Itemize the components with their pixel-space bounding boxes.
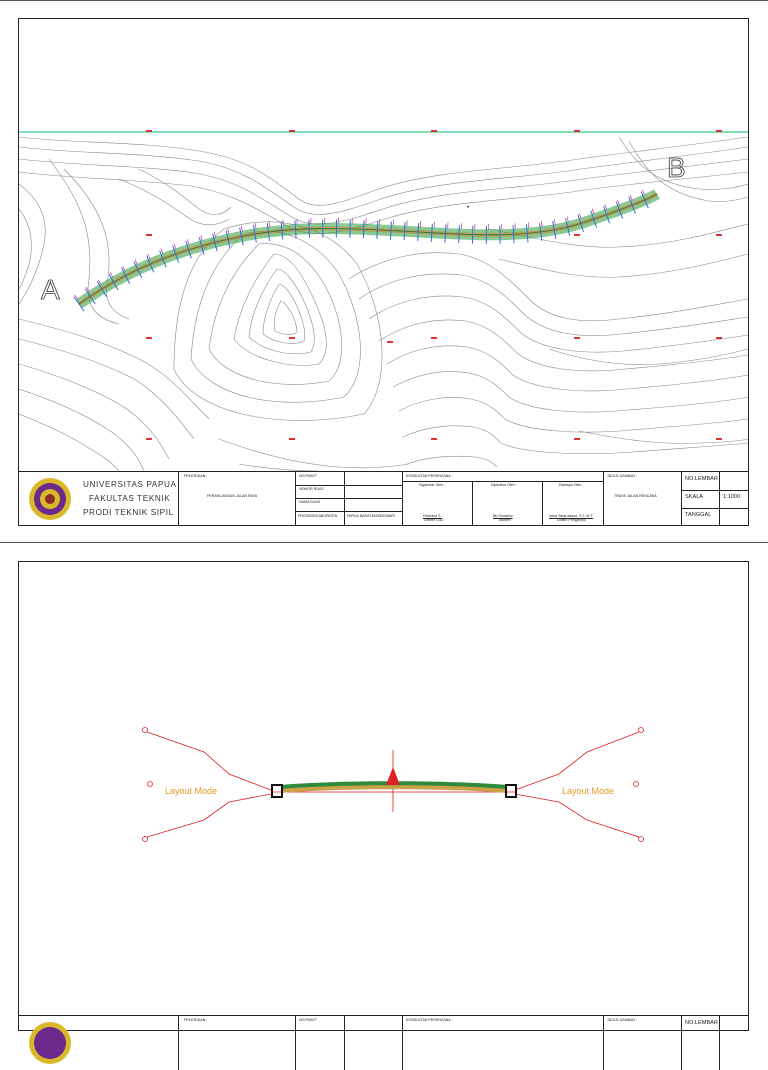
- title-block: [19, 471, 748, 526]
- disetujui-oleh-label: Disetujui Oleh :: [559, 483, 583, 488]
- station-tick: [295, 220, 296, 238]
- station-tick: [431, 224, 432, 242]
- ruas-labels-cell: [296, 472, 345, 526]
- station-marker: [201, 235, 203, 241]
- diperiksa-oleh-label: Diperiksa Oleh :: [491, 483, 517, 488]
- pekerjaan-label: PEKERJAAN :: [184, 474, 207, 479]
- skala-value: 1:1000: [723, 494, 740, 500]
- judul-cell: [604, 472, 682, 526]
- layout-mode-left: Layout Mode: [165, 786, 217, 796]
- no-lembar-label: NO.LEMBAR: [685, 476, 718, 482]
- station-tick: [418, 223, 419, 241]
- title-block-2: [19, 1015, 748, 1070]
- station-marker: [187, 239, 189, 245]
- no-lembar-label-2: NO.LEMBAR: [685, 1020, 718, 1026]
- tanggal-label: TANGGAL: [685, 512, 711, 518]
- provinsi-label: PROVINSI/KABUPATEN: [298, 514, 337, 519]
- station-marker: [255, 223, 256, 229]
- approver-role: Dosen Pengampu: [557, 518, 586, 523]
- faculty-name: FAKULTAS TEKNIK: [89, 494, 170, 503]
- station-tick: [404, 222, 405, 240]
- point-a-label: A: [41, 274, 60, 305]
- station-marker: [605, 204, 607, 210]
- station-marker: [567, 216, 568, 222]
- checker-role: Asisten: [499, 518, 511, 523]
- provinsi-value: PAPUA BARAT/MANOKWARI: [347, 514, 395, 519]
- pekerjaan-cell: [179, 472, 296, 526]
- no-paket-label: NO.PAKET: [299, 474, 317, 479]
- road-alignment: [74, 190, 659, 311]
- konsultan-label-2: KONSULTAN PERENCANA :: [406, 1018, 453, 1023]
- konsultan-label: KONSULTAN PERENCANA :: [406, 474, 453, 479]
- approver-name: Indra Sinaruwano, S.T.,M.T.: [549, 514, 593, 519]
- sheet-separator-middle: [0, 542, 768, 543]
- no-paket-label-2: NO.PAKET: [299, 1018, 317, 1023]
- station-marker: [228, 229, 229, 235]
- cross-section-sheet: [18, 561, 749, 1031]
- drafter-name: Febriand S.: [423, 514, 442, 519]
- station-tick: [513, 225, 514, 243]
- station-marker: [241, 226, 242, 232]
- contour-map: [19, 19, 748, 471]
- university-logo: [27, 476, 73, 522]
- sheet-separator-top: [0, 0, 768, 1]
- point-b-label: B: [667, 152, 686, 183]
- cross-section-drawing: [19, 562, 748, 1014]
- judul-value: TRASE JALAN RENCANA: [614, 494, 657, 499]
- station-tick: [390, 222, 391, 240]
- road-pavement: [272, 767, 516, 797]
- sheet-info-labels: [682, 472, 720, 526]
- judul-label-2: JUDUL GAMBAR :: [607, 1018, 637, 1023]
- station-marker: [592, 209, 594, 215]
- konsultan-cell: [403, 472, 604, 526]
- station-tick: [363, 220, 364, 238]
- contour-lines: [19, 137, 748, 471]
- sheet-info-values: [720, 472, 748, 526]
- station-marker: [554, 219, 555, 225]
- station-marker: [283, 220, 284, 226]
- station-marker: [541, 221, 542, 227]
- station-marker: [618, 200, 620, 206]
- skala-label: SKALA: [685, 494, 703, 500]
- drafter-role: Drafter CAD: [424, 518, 444, 523]
- ruas-values-cell: [345, 472, 403, 526]
- pekerjaan-label-2: PEKERJAAN :: [184, 1018, 207, 1023]
- plan-sheet: [18, 18, 749, 526]
- nomor-ruas-label: NOMOR RUAS: [299, 487, 324, 492]
- marker-dot: •: [467, 205, 469, 211]
- station-tick: [309, 220, 310, 238]
- judul-label: JUDUL GAMBAR :: [607, 474, 637, 479]
- nama-ruas-label: NAMA RUAS: [299, 500, 320, 505]
- pekerjaan-value: PERANCANGAN JALAN RAYA: [207, 494, 257, 499]
- station-tick: [459, 225, 460, 243]
- station-tick: [445, 225, 446, 243]
- logo-cell: [19, 472, 179, 526]
- digambar-oleh-label: Digambar Oleh :: [419, 483, 445, 488]
- station-marker: [528, 222, 529, 228]
- university-name: UNIVERSITAS PAPUA: [83, 480, 177, 489]
- station-tick: [377, 221, 378, 239]
- checker-name: Bb Somaino: [493, 514, 513, 519]
- program-name: PRODI TEKNIK SIPIL: [83, 508, 174, 517]
- university-logo-2: [27, 1020, 73, 1066]
- layout-mode-right: Layout Mode: [562, 786, 614, 796]
- coordinate-markers: [146, 130, 722, 440]
